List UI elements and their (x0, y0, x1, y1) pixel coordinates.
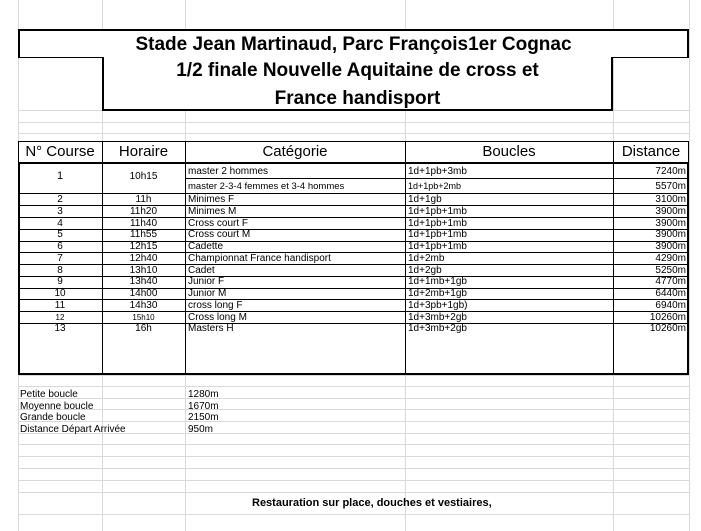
race-distance: 3900m (655, 241, 686, 252)
header-time: Horaire (118, 143, 169, 160)
race-distance: 3900m (655, 217, 686, 229)
race-time: 10h15 (129, 171, 158, 182)
race-loops: 1d+3mb+2gb (408, 323, 467, 335)
race-category: cross long F (188, 299, 243, 311)
loop-label: Grande boucle (20, 412, 86, 424)
loop-value: 2150m (188, 412, 219, 424)
race-distance: 6440m (655, 288, 686, 299)
race-time: 12h40 (129, 252, 158, 264)
race-number: 12 (55, 312, 65, 322)
race-loops: 1d+2mb (408, 252, 445, 264)
loop-value: 1280m (188, 389, 219, 400)
gridline (18, 444, 690, 445)
race-number: 13 (54, 323, 66, 335)
race-time: 13h40 (129, 276, 158, 288)
race-distance: 3100m (655, 194, 686, 205)
loop-value: 1670m (188, 400, 219, 412)
race-category: Minimes F (188, 194, 235, 205)
race-loops: 1d+3mb+2gb (408, 311, 467, 323)
race-loops: 1d+1mb+1gb (408, 276, 467, 288)
race-time: 16h (135, 323, 152, 335)
race-category: Minimes M (188, 205, 237, 217)
race-loops: 1d+3pb+1gb) (408, 299, 468, 311)
footer-note: Restauration sur place, douches et vestiaires, (252, 497, 492, 509)
race-distance: 7240m (655, 166, 686, 177)
race-time: 15h10 (132, 312, 155, 322)
race-loops: 1d+1pb+1mb (408, 217, 467, 229)
race-category: Cross court M (188, 229, 251, 241)
gridline (18, 514, 690, 515)
race-number: 10 (54, 288, 66, 299)
race-number: 6 (57, 241, 63, 252)
race-loops: 1d+1pb+2mb (408, 181, 462, 191)
race-category: Cadet (188, 264, 215, 276)
header-category: Catégorie (262, 143, 328, 160)
race-category: Junior F (188, 276, 225, 288)
race-loops: 1d+1gb (408, 194, 442, 205)
page-title: Stade Jean Martinaud, Parc François1er Cognac (18, 29, 689, 58)
race-category: master 2-3-4 femmes et 3-4 hommes (188, 181, 345, 192)
race-distance: 6940m (655, 299, 686, 311)
gridline (18, 122, 690, 123)
race-time: 12h15 (129, 241, 158, 252)
subtitle-line-2: France handisport (274, 88, 441, 109)
race-time: 14h30 (129, 299, 158, 311)
race-number: 1 (56, 171, 64, 182)
race-loops: 1d+2mb+1gb (408, 288, 467, 299)
race-number: 5 (57, 229, 63, 241)
gridline (18, 386, 690, 387)
header-loops: Boucles (482, 143, 536, 160)
race-distance: 3900m (655, 205, 686, 217)
race-distance: 5250m (655, 264, 686, 276)
race-number: 4 (57, 217, 63, 229)
race-category: Cross court F (188, 217, 249, 229)
race-distance: 4290m (655, 252, 686, 264)
race-number: 11 (54, 299, 66, 311)
race-loops: 1d+1pb+1mb (408, 229, 467, 241)
subtitle-line-1: 1/2 finale Nouvelle Aquitaine de cross et (176, 60, 539, 81)
race-time: 14h00 (129, 288, 158, 299)
race-time: 13h10 (129, 264, 158, 276)
race-time: 11h (135, 194, 152, 205)
race-distance: 4770m (655, 276, 686, 288)
gridline (18, 468, 690, 469)
race-category: Cross long M (188, 311, 247, 323)
race-distance: 10260m (649, 323, 686, 335)
race-distance: 5570m (655, 181, 686, 192)
race-number: 2 (57, 194, 63, 205)
race-number: 9 (57, 276, 63, 288)
race-number: 3 (57, 205, 63, 217)
race-time: 11h55 (129, 229, 158, 241)
header-course-number: N° Course (25, 143, 95, 160)
gridline (18, 456, 690, 457)
race-category: Championnat France handisport (188, 252, 331, 264)
race-loops: 1d+1pb+3mb (408, 166, 467, 177)
gridline (689, 0, 690, 531)
race-loops: 1d+1pb+1mb (408, 241, 467, 252)
header-distance: Distance (621, 143, 681, 160)
loop-value: 950m (188, 423, 214, 435)
race-distance: 3900m (655, 229, 686, 241)
gridline (18, 133, 690, 134)
race-category: Junior M (188, 288, 227, 299)
race-category: Masters H (188, 323, 234, 335)
race-time: 11h20 (129, 205, 158, 217)
race-category: master 2 hommes (188, 166, 269, 177)
race-category: Cadette (188, 241, 224, 252)
gridline (18, 375, 690, 376)
loop-label: Petite boucle (20, 389, 78, 400)
race-time: 11h40 (129, 217, 158, 229)
gridline (18, 480, 690, 481)
loop-label: Distance Départ Arrivée (20, 423, 126, 435)
race-loops: 1d+1pb+1mb (408, 205, 467, 217)
gridline (18, 492, 690, 493)
loop-label: Moyenne boucle (20, 400, 94, 412)
race-number: 8 (57, 264, 63, 276)
race-number: 7 (57, 252, 63, 264)
race-distance: 10260m (649, 311, 686, 323)
subtitle-box (102, 57, 613, 111)
race-loops: 1d+2gb (408, 264, 442, 276)
